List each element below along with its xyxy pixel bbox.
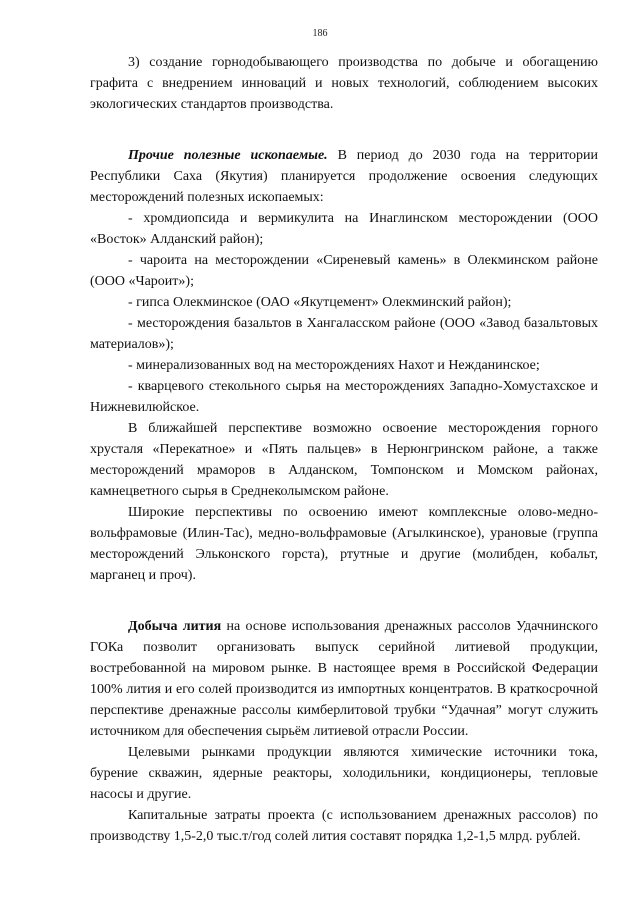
list-item: - гипса Олекминское (ОАО «Якутцемент» Олекминский район); xyxy=(128,295,512,310)
paragraph-target-markets: Целевыми рынками продукции являются химические источники тока, бурение скважин, ядерные реакторы, холодильники, кондиционеры, тепловые насосы и другие. xyxy=(90,745,598,802)
list-item: - хромдиопсида и вермикулита на Инаглинском месторождении (ООО «Восток» Алданский район); xyxy=(90,211,598,247)
paragraph-text: на основе использования дренажных рассолов Удачнинского ГОКа позволит организовать выпуск серийной литиевой продукции, востребованной на мировом рынке. В настоящее время в Российской Федерации 100% лития и его солей производится из импортных концентратов. В краткосрочной перспективе дренажные рассолы кимберлитовой трубки “Удачная” могут служить источником для обеспечения сырьём литиевой отрасли России. xyxy=(90,619,598,739)
paragraph-graphite-item: 3) создание горнодобывающего производства по добыче и обогащению графита с внедрением инноваций и новых технологий, соблюдением высоких экологических стандартов производства. xyxy=(90,55,598,112)
section-heading-lithium: Добыча лития xyxy=(128,619,222,634)
paragraph-crystal: В ближайшей перспективе возможно освоение месторождения горного хрусталя «Перекатное» и «Пять пальцев» в Нерюнгринском районе, а также месторождений мраморов в Алданском, Томпонском и Момском районах, камнецветного сырья в Среднеколымском районе. xyxy=(90,421,598,499)
list-item: - месторождения базальтов в Хангаласском районе (ООО «Завод базальтовых материалов»); xyxy=(90,316,598,352)
page-number: 186 xyxy=(312,28,328,39)
paragraph-other-minerals xyxy=(90,145,598,208)
paragraph-lithium xyxy=(90,616,598,742)
list-item: - кварцевого стекольного сырья на месторождениях Западно-Хомустахское и Нижневилюйское. xyxy=(90,379,598,415)
paragraph-capital-costs: Капитальные затраты проекта (с использованием дренажных рассолов) по производству 1,5-2,0 тыс.т/год солей лития составят порядка 1,2-1,5 млрд. рублей. xyxy=(90,808,598,844)
paragraph-perspectives: Широкие перспективы по освоению имеют комплексные олово-медно-вольфрамовые (Илин-Тас), медно-вольфрамовые (Агылкинское), урановые (группа месторождений Эльконского горста), ртутные и другие (молибден, кобальт, марганец и проч). xyxy=(90,505,598,583)
section-heading-other-minerals: Прочие полезные ископаемые. xyxy=(128,148,328,163)
list-item: - минерализованных вод на месторождениях Нахот и Нежданинское; xyxy=(128,358,540,373)
list-item: - чароита на месторождении «Сиреневый камень» в Олекминском районе (ООО «Чароит»); xyxy=(90,253,598,289)
paragraph-text: В период до 2030 года на территории Республики Саха (Якутия) планируется продолжение освоения следующих месторождений полезных ископаемых: xyxy=(90,148,599,205)
document-body xyxy=(90,52,598,847)
